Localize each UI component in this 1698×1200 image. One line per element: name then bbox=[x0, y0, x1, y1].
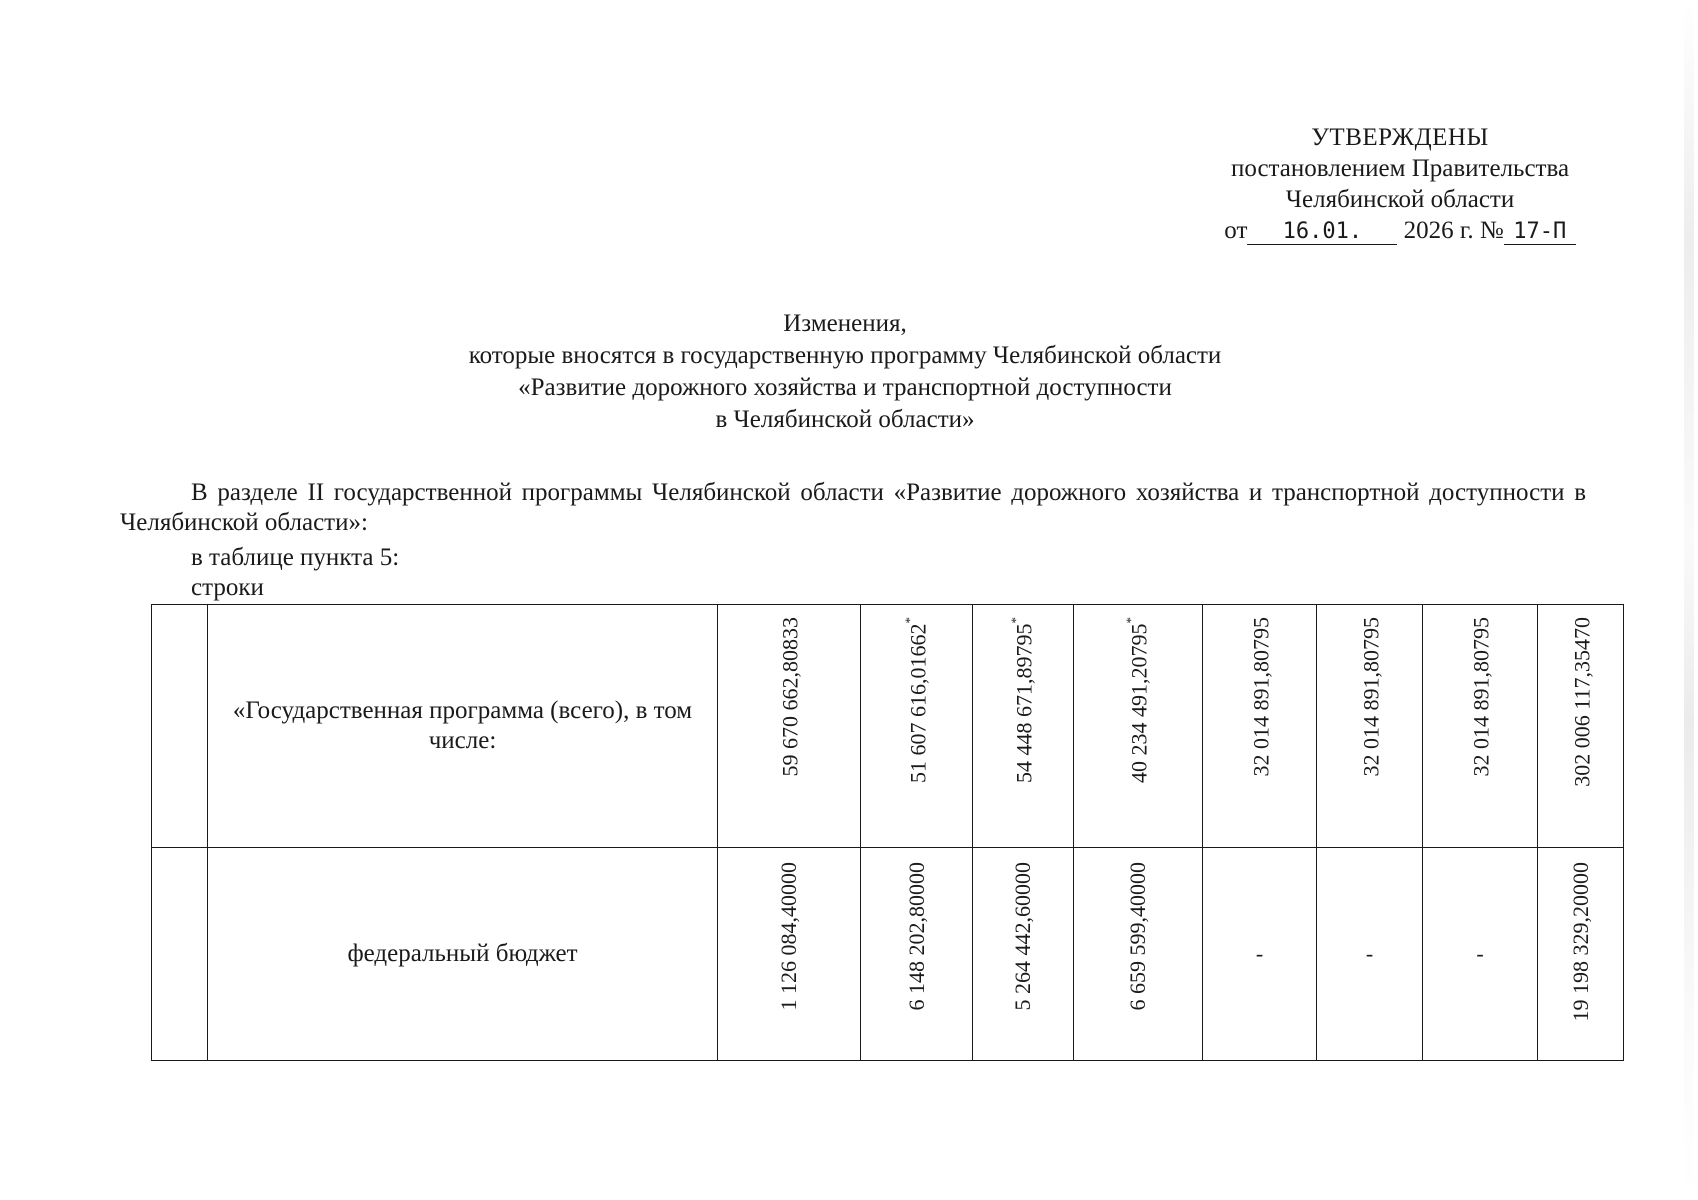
table-row bbox=[152, 605, 1624, 848]
value-text: 5 264 442,60000 bbox=[1010, 862, 1035, 1011]
value-text: - bbox=[1255, 941, 1264, 966]
value-cell bbox=[718, 848, 861, 1061]
value-text: 59 670 662,80833 bbox=[777, 617, 803, 777]
value-cell bbox=[1074, 848, 1203, 1061]
value-cell bbox=[718, 605, 861, 848]
document-heading bbox=[300, 308, 1390, 436]
body-line-rows: строки bbox=[191, 574, 264, 601]
value-cell bbox=[1074, 605, 1203, 848]
row-number-cell bbox=[152, 848, 208, 1061]
value-cell-total bbox=[1538, 605, 1624, 848]
value-cell bbox=[861, 605, 973, 848]
value-text: 1 126 084,40000 bbox=[776, 862, 801, 1011]
value-cell-total bbox=[1538, 848, 1624, 1061]
heading-line-3: «Развитие дорожного хозяйства и транспортной доступности bbox=[518, 374, 1172, 401]
approval-prefix: от bbox=[1224, 217, 1248, 244]
row-number-cell bbox=[152, 605, 208, 848]
value-text: 302 006 117,35470 bbox=[1569, 617, 1595, 787]
value-text: 32 014 891,80795 bbox=[1248, 617, 1274, 777]
value-cell bbox=[1317, 848, 1423, 1061]
value-cell bbox=[973, 848, 1074, 1061]
value-text: 54 448 671,89795* bbox=[1008, 617, 1037, 783]
value-cell bbox=[1317, 605, 1423, 848]
approval-year-text: 2026 г. № bbox=[1403, 217, 1504, 244]
approval-line-2: Челябинской области bbox=[1285, 186, 1515, 213]
value-text: 6 659 599,40000 bbox=[1125, 862, 1150, 1011]
approval-date-field: 16.01. bbox=[1247, 220, 1397, 245]
heading-line-2: которые вносятся в государственную программу Челябинской области bbox=[468, 342, 1222, 369]
approval-date-line bbox=[1190, 215, 1610, 246]
value-cell bbox=[1203, 848, 1317, 1061]
approval-block bbox=[1190, 122, 1610, 246]
value-cell bbox=[973, 605, 1074, 848]
body-paragraph: В разделе II государственной программы Челябинской области «Развитие дорожного хозяйства и транспортной доступности в Челябинской области»: bbox=[120, 479, 1586, 536]
value-cell bbox=[861, 848, 973, 1061]
value-text: 40 234 491,20795* bbox=[1123, 617, 1152, 783]
row-name-cell: федеральный бюджет bbox=[208, 848, 718, 1061]
value-text: 19 198 329,20000 bbox=[1567, 862, 1593, 1022]
value-text: 51 607 616,01662* bbox=[901, 617, 931, 783]
row-name-cell: «Государственная программа (всего), в том числе: bbox=[208, 605, 718, 848]
approval-number-field: 17-П bbox=[1504, 220, 1576, 245]
budget-table bbox=[151, 604, 1624, 1061]
value-cell bbox=[1423, 848, 1538, 1061]
value-cell bbox=[1423, 605, 1538, 848]
heading-line-1: Изменения, bbox=[783, 310, 907, 337]
value-cell bbox=[1203, 605, 1317, 848]
value-text: 32 014 891,80795 bbox=[1358, 617, 1384, 777]
body-line-table-point: в таблице пункта 5: bbox=[191, 544, 400, 571]
heading-line-4: в Челябинской области» bbox=[715, 406, 975, 433]
scan-edge-artifact bbox=[1684, 0, 1694, 1200]
value-text: - bbox=[1365, 941, 1374, 966]
value-text: 6 148 202,80000 bbox=[903, 862, 929, 1011]
value-text: 32 014 891,80795 bbox=[1468, 617, 1494, 777]
value-text: - bbox=[1476, 941, 1484, 966]
approval-title: УТВЕРЖДЕНЫ bbox=[1311, 124, 1489, 151]
table-row bbox=[152, 848, 1624, 1061]
approval-line-1: постановлением Правительства bbox=[1230, 155, 1570, 182]
